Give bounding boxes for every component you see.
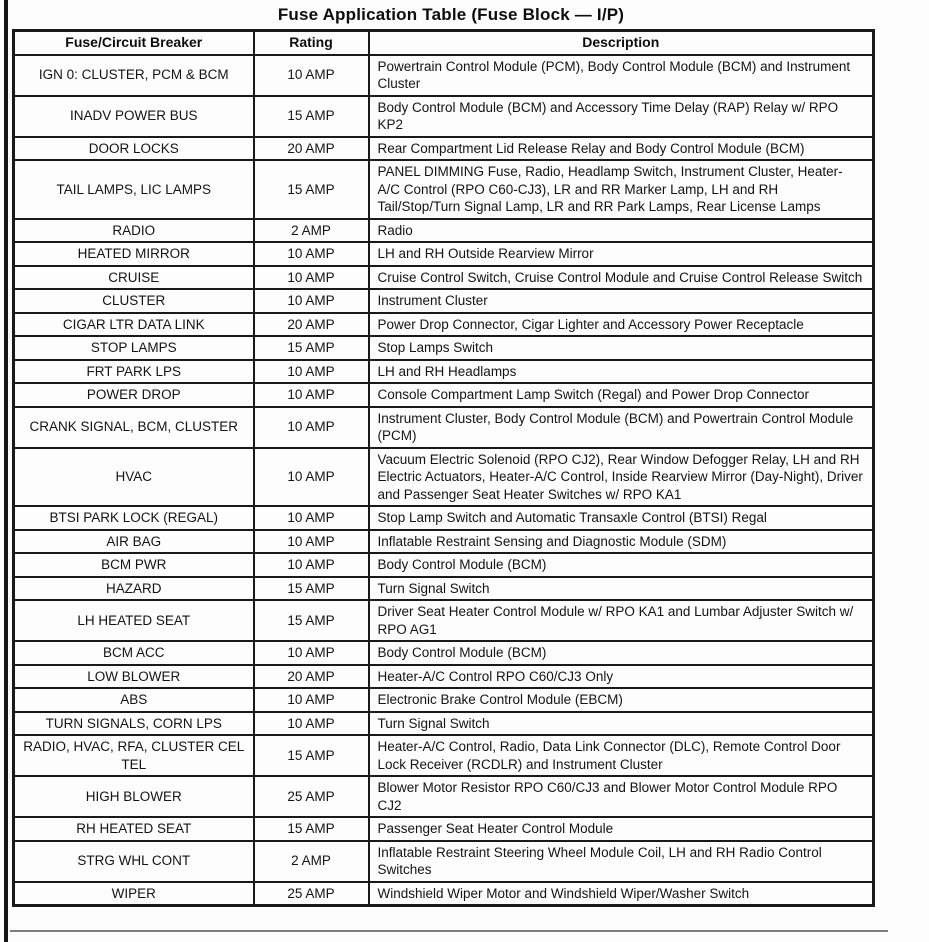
- fuse-cell: POWER DROP: [14, 383, 254, 407]
- rating-cell: 10 AMP: [254, 712, 369, 736]
- fuse-cell: RADIO, HVAC, RFA, CLUSTER CEL TEL: [14, 735, 254, 776]
- page-title: Fuse Application Table (Fuse Block — I/P): [277, 5, 625, 24]
- fuse-cell: HVAC: [14, 448, 254, 507]
- fuse-cell: HIGH BLOWER: [14, 776, 254, 817]
- rating-cell: 10 AMP: [254, 360, 369, 384]
- rating-cell: 20 AMP: [254, 313, 369, 337]
- table-row: [14, 600, 874, 641]
- rating-cell: 10 AMP: [254, 407, 369, 448]
- table-row: [14, 289, 874, 313]
- fuse-cell: FRT PARK LPS: [14, 360, 254, 384]
- page-left-rule: [4, 0, 8, 942]
- description-cell: Inflatable Restraint Steering Wheel Module Coil, LH and RH Radio Control Switches: [369, 841, 874, 882]
- rating-cell: 10 AMP: [254, 55, 369, 96]
- fuse-cell: CLUSTER: [14, 289, 254, 313]
- table-row: [14, 506, 874, 530]
- description-cell: Cruise Control Switch, Cruise Control Module and Cruise Control Release Switch: [369, 266, 874, 290]
- rating-cell: 10 AMP: [254, 553, 369, 577]
- fuse-cell: ABS: [14, 688, 254, 712]
- table-row: [14, 530, 874, 554]
- fuse-cell: BCM ACC: [14, 641, 254, 665]
- table-row: [14, 160, 874, 219]
- rating-cell: 15 AMP: [254, 600, 369, 641]
- description-cell: PANEL DIMMING Fuse, Radio, Headlamp Switch, Instrument Cluster, Heater-A/C Control (RPO C60-CJ3), LR and RR Marker Lamp, LH and RH Tail/Stop/Turn Signal Lamp, LR and RR Park Lamps, Rear License Lamps: [369, 160, 874, 219]
- rating-cell: 20 AMP: [254, 665, 369, 689]
- fuse-application-table: [12, 29, 875, 907]
- table-header: [14, 31, 874, 55]
- table-row: [14, 336, 874, 360]
- description-cell: Windshield Wiper Motor and Windshield Wiper/Washer Switch: [369, 882, 874, 906]
- table-row: [14, 817, 874, 841]
- rating-cell: 15 AMP: [254, 817, 369, 841]
- rating-cell: 10 AMP: [254, 688, 369, 712]
- column-header-fuse-circuit-breaker: Fuse/Circuit Breaker: [14, 31, 254, 55]
- rating-cell: 2 AMP: [254, 219, 369, 243]
- fuse-cell: AIR BAG: [14, 530, 254, 554]
- description-cell: Electronic Brake Control Module (EBCM): [369, 688, 874, 712]
- fuse-cell: LH HEATED SEAT: [14, 600, 254, 641]
- rating-cell: 10 AMP: [254, 383, 369, 407]
- fuse-cell: INADV POWER BUS: [14, 96, 254, 137]
- fuse-cell: CIGAR LTR DATA LINK: [14, 313, 254, 337]
- fuse-cell: HEATED MIRROR: [14, 242, 254, 266]
- rating-cell: 20 AMP: [254, 137, 369, 161]
- fuse-cell: TURN SIGNALS, CORN LPS: [14, 712, 254, 736]
- description-cell: Passenger Seat Heater Control Module: [369, 817, 874, 841]
- table-row: [14, 266, 874, 290]
- fuse-cell: STOP LAMPS: [14, 336, 254, 360]
- table-row: [14, 55, 874, 96]
- fuse-cell: RH HEATED SEAT: [14, 817, 254, 841]
- description-cell: LH and RH Outside Rearview Mirror: [369, 242, 874, 266]
- rating-cell: 15 AMP: [254, 735, 369, 776]
- table-row: [14, 360, 874, 384]
- description-cell: Inflatable Restraint Sensing and Diagnostic Module (SDM): [369, 530, 874, 554]
- description-cell: Heater-A/C Control RPO C60/CJ3 Only: [369, 665, 874, 689]
- fuse-cell: HAZARD: [14, 577, 254, 601]
- table-row: [14, 665, 874, 689]
- rating-cell: 10 AMP: [254, 506, 369, 530]
- rating-cell: 2 AMP: [254, 841, 369, 882]
- description-cell: Rear Compartment Lid Release Relay and Body Control Module (BCM): [369, 137, 874, 161]
- description-cell: Body Control Module (BCM) and Accessory Time Delay (RAP) Relay w/ RPO KP2: [369, 96, 874, 137]
- fuse-cell: CRUISE: [14, 266, 254, 290]
- fuse-cell: TAIL LAMPS, LIC LAMPS: [14, 160, 254, 219]
- description-cell: Stop Lamps Switch: [369, 336, 874, 360]
- description-cell: Turn Signal Switch: [369, 577, 874, 601]
- fuse-cell: IGN 0: CLUSTER, PCM & BCM: [14, 55, 254, 96]
- table-row: [14, 448, 874, 507]
- table-row: [14, 641, 874, 665]
- description-cell: Powertrain Control Module (PCM), Body Control Module (BCM) and Instrument Cluster: [369, 55, 874, 96]
- table-row: [14, 313, 874, 337]
- rating-cell: 25 AMP: [254, 882, 369, 906]
- rating-cell: 10 AMP: [254, 448, 369, 507]
- fuse-table-body: [14, 55, 874, 906]
- rating-cell: 25 AMP: [254, 776, 369, 817]
- rating-cell: 10 AMP: [254, 242, 369, 266]
- table-row: [14, 712, 874, 736]
- description-cell: Power Drop Connector, Cigar Lighter and Accessory Power Receptacle: [369, 313, 874, 337]
- rating-cell: 10 AMP: [254, 641, 369, 665]
- description-cell: Radio: [369, 219, 874, 243]
- description-cell: Turn Signal Switch: [369, 712, 874, 736]
- description-cell: Heater-A/C Control, Radio, Data Link Connector (DLC), Remote Control Door Lock Receiver (RCDLR) and Instrument Cluster: [369, 735, 874, 776]
- table-row: [14, 776, 874, 817]
- column-header-description: Description: [369, 31, 874, 55]
- table-row: [14, 841, 874, 882]
- page-bottom-rule: [10, 930, 888, 932]
- table-row: [14, 577, 874, 601]
- fuse-cell: WIPER: [14, 882, 254, 906]
- table-row: [14, 96, 874, 137]
- description-cell: LH and RH Headlamps: [369, 360, 874, 384]
- table-row: [14, 553, 874, 577]
- description-cell: Body Control Module (BCM): [369, 553, 874, 577]
- rating-cell: 15 AMP: [254, 96, 369, 137]
- fuse-cell: BTSI PARK LOCK (REGAL): [14, 506, 254, 530]
- column-header-rating: Rating: [254, 31, 369, 55]
- description-cell: Blower Motor Resistor RPO C60/CJ3 and Blower Motor Control Module RPO CJ2: [369, 776, 874, 817]
- rating-cell: 15 AMP: [254, 160, 369, 219]
- description-cell: Instrument Cluster: [369, 289, 874, 313]
- header-row: [14, 31, 874, 55]
- fuse-cell: LOW BLOWER: [14, 665, 254, 689]
- description-cell: Instrument Cluster, Body Control Module (BCM) and Powertrain Control Module (PCM): [369, 407, 874, 448]
- fuse-cell: CRANK SIGNAL, BCM, CLUSTER: [14, 407, 254, 448]
- rating-cell: 15 AMP: [254, 336, 369, 360]
- table-row: [14, 882, 874, 906]
- description-cell: Vacuum Electric Solenoid (RPO CJ2), Rear Window Defogger Relay, LH and RH Electric Actuators, Heater-A/C Control, Inside Rearview Mirror (Day-Night), Driver and Passenger Seat Heater Switches w/ RPO KA1: [369, 448, 874, 507]
- fuse-cell: RADIO: [14, 219, 254, 243]
- description-cell: Driver Seat Heater Control Module w/ RPO KA1 and Lumbar Adjuster Switch w/ RPO AG1: [369, 600, 874, 641]
- description-cell: Body Control Module (BCM): [369, 641, 874, 665]
- fuse-cell: BCM PWR: [14, 553, 254, 577]
- description-cell: Stop Lamp Switch and Automatic Transaxle Control (BTSI) Regal: [369, 506, 874, 530]
- rating-cell: 10 AMP: [254, 530, 369, 554]
- table-row: [14, 137, 874, 161]
- rating-cell: 15 AMP: [254, 577, 369, 601]
- table-row: [14, 219, 874, 243]
- table-row: [14, 407, 874, 448]
- rating-cell: 10 AMP: [254, 289, 369, 313]
- description-cell: Console Compartment Lamp Switch (Regal) and Power Drop Connector: [369, 383, 874, 407]
- table-row: [14, 735, 874, 776]
- fuse-cell: STRG WHL CONT: [14, 841, 254, 882]
- fuse-cell: DOOR LOCKS: [14, 137, 254, 161]
- table-row: [14, 242, 874, 266]
- table-row: [14, 688, 874, 712]
- table-row: [14, 383, 874, 407]
- rating-cell: 10 AMP: [254, 266, 369, 290]
